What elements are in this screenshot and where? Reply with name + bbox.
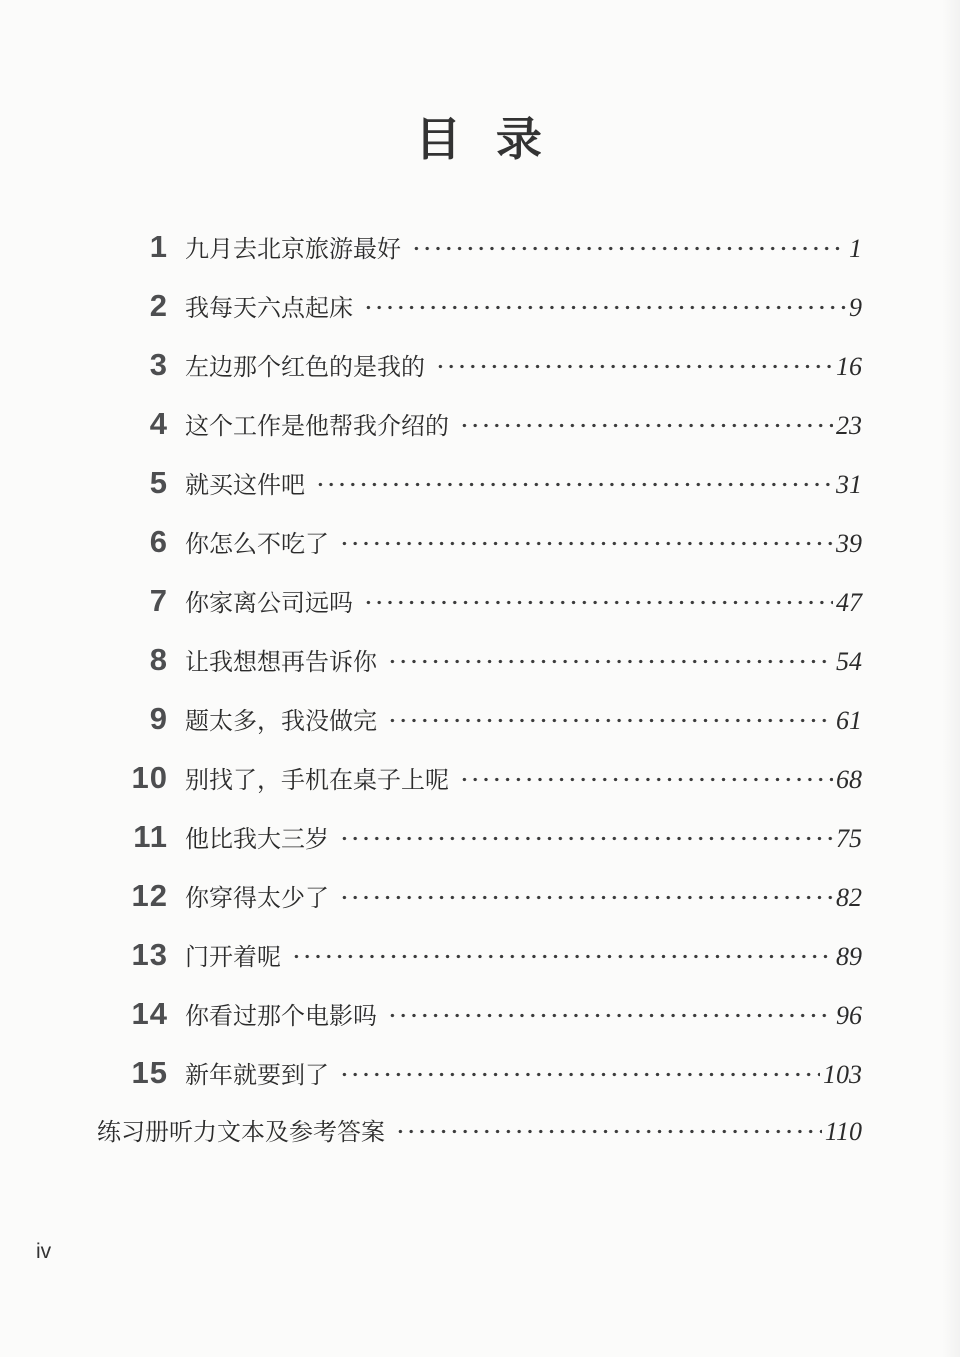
chapter-page-number: 23 xyxy=(836,411,862,440)
toc-entry-appendix xyxy=(97,1113,862,1151)
toc-entry xyxy=(97,405,862,445)
dot-leader xyxy=(387,1013,833,1018)
chapter-title: 你家离公司远吗 xyxy=(185,590,353,617)
toc-entry xyxy=(97,346,862,386)
dot-leader xyxy=(315,482,833,487)
toc-entry xyxy=(97,818,862,858)
chapter-title: 我每天六点起床 xyxy=(185,295,353,322)
chapter-page-number: 9 xyxy=(849,293,862,322)
chapter-title: 你看过那个电影吗 xyxy=(185,1003,377,1030)
toc-entry xyxy=(97,228,862,268)
chapter-title: 你穿得太少了 xyxy=(185,885,329,912)
chapter-title: 你怎么不吃了 xyxy=(185,531,329,558)
dot-leader xyxy=(411,246,846,251)
chapter-number: 15 xyxy=(131,1055,168,1090)
chapter-title: 左边那个红色的是我的 xyxy=(185,354,425,381)
chapter-number: 14 xyxy=(131,996,168,1031)
chapter-number: 2 xyxy=(149,288,168,323)
chapter-title: 别找了，手机在桌子上呢 xyxy=(185,767,449,794)
chapter-page-number: 54 xyxy=(836,647,862,676)
chapter-page-number: 31 xyxy=(836,470,862,499)
toc-entry xyxy=(97,464,862,504)
toc-entry xyxy=(97,877,862,917)
toc-entry xyxy=(97,759,862,799)
chapter-number: 6 xyxy=(149,524,168,559)
toc-entry xyxy=(97,936,862,976)
table-of-contents xyxy=(97,228,862,1151)
chapter-number: 8 xyxy=(149,642,168,677)
chapter-page-number: 16 xyxy=(836,352,862,381)
chapter-number: 13 xyxy=(131,937,168,972)
chapter-page-number: 61 xyxy=(836,706,862,735)
dot-leader xyxy=(291,954,833,959)
chapter-number: 10 xyxy=(131,760,168,795)
chapter-number: 4 xyxy=(149,406,168,441)
chapter-page-number: 47 xyxy=(836,588,862,617)
chapter-number: 11 xyxy=(133,819,168,854)
toc-entry xyxy=(97,995,862,1035)
dot-leader xyxy=(387,718,833,723)
dot-leader xyxy=(339,836,833,841)
chapter-page-number: 39 xyxy=(836,529,862,558)
chapter-page-number: 89 xyxy=(836,942,862,971)
chapter-page-number: 82 xyxy=(836,883,862,912)
chapter-title: 就买这件吧 xyxy=(185,472,305,499)
chapter-number: 5 xyxy=(149,465,168,500)
toc-entry xyxy=(97,641,862,681)
page-title: 目 录 xyxy=(415,113,544,165)
chapter-page-number: 1 xyxy=(849,234,862,263)
dot-leader xyxy=(363,305,846,310)
toc-entry xyxy=(97,700,862,740)
dot-leader xyxy=(339,1072,820,1077)
appendix-page-number: 110 xyxy=(824,1117,862,1146)
toc-entry xyxy=(97,287,862,327)
folio-page-label: iv xyxy=(36,1240,52,1263)
chapter-title: 题太多，我没做完 xyxy=(185,708,377,735)
chapter-page-number: 68 xyxy=(836,765,862,794)
chapter-title: 九月去北京旅游最好 xyxy=(185,236,401,263)
dot-leader xyxy=(459,423,833,428)
chapter-title: 这个工作是他帮我介绍的 xyxy=(185,413,449,440)
chapter-number: 12 xyxy=(131,878,168,913)
chapter-number: 7 xyxy=(149,583,168,618)
appendix-title: 练习册听力文本及参考答案 xyxy=(97,1119,385,1146)
dot-leader xyxy=(363,600,833,605)
chapter-number: 3 xyxy=(149,347,168,382)
toc-entry xyxy=(97,523,862,563)
dot-leader xyxy=(339,895,833,900)
chapter-title: 门开着呢 xyxy=(185,944,281,971)
dot-leader xyxy=(435,364,833,369)
chapter-page-number: 75 xyxy=(836,824,862,853)
toc-entry xyxy=(97,1054,862,1094)
chapter-number: 9 xyxy=(149,701,168,736)
dot-leader xyxy=(395,1129,822,1134)
chapter-number: 1 xyxy=(149,229,168,264)
dot-leader xyxy=(387,659,833,664)
chapter-title: 新年就要到了 xyxy=(185,1062,329,1089)
dot-leader xyxy=(459,777,833,782)
chapter-page-number: 96 xyxy=(836,1001,862,1030)
toc-entry xyxy=(97,582,862,622)
dot-leader xyxy=(339,541,833,546)
chapter-title: 让我想想再告诉你 xyxy=(185,649,377,676)
chapter-page-number: 103 xyxy=(823,1060,862,1089)
chapter-title: 他比我大三岁 xyxy=(185,826,329,853)
